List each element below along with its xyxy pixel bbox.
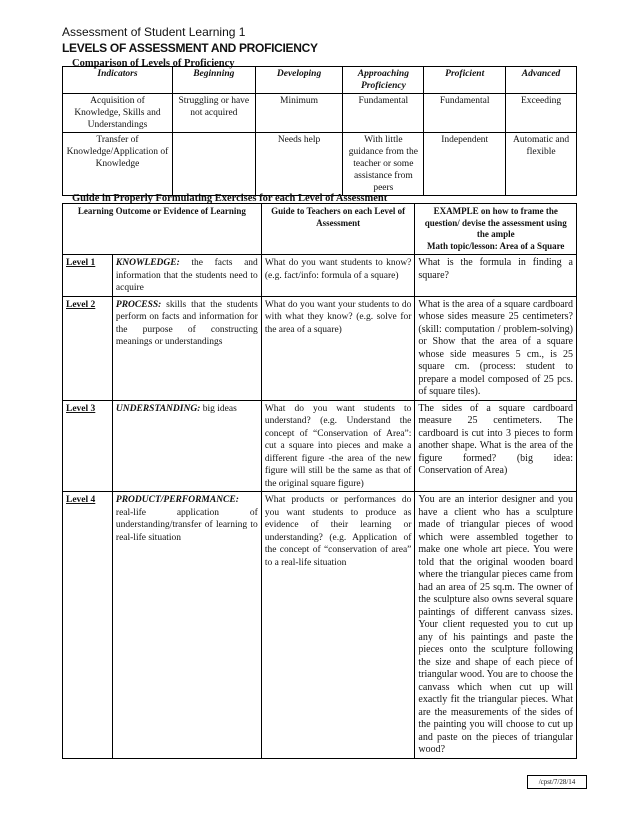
proficiency-comparison-table xyxy=(62,66,577,196)
outcome-cell xyxy=(112,400,261,492)
table-row xyxy=(63,94,577,133)
document-title: Assessment of Student Learning 1 xyxy=(62,25,246,39)
level-category: KNOWLEDGE: xyxy=(115,258,180,268)
example-cell: What is the formula in finding a square? xyxy=(415,255,577,297)
table-cell: Automatic and flexible xyxy=(506,133,577,196)
level-category: PRODUCT/PERFORMANCE: xyxy=(115,495,239,505)
level-description: the facts and information that the students need to acquire xyxy=(115,258,258,293)
document-subtitle: LEVELS OF ASSESSMENT AND PROFICIENCY xyxy=(62,41,318,55)
table-row xyxy=(63,296,577,400)
table-cell: Acquisition of Knowledge, Skills and Understandings xyxy=(63,94,173,133)
column-header: Approaching Proficiency xyxy=(343,67,424,94)
table-cell: Fundamental xyxy=(343,94,424,133)
table-cell: With little guidance from the teacher or some assistance from peers xyxy=(343,133,424,196)
example-cell: What is the area of a square cardboard whose sides measure 25 centimeters? (skill: computation / problem-solving) or Show that the area of a square whose side measures 5 cm., is 25 square cm. (process: student to prepare a model composed of 25 pcs. of square tiles). xyxy=(415,296,577,400)
example-cell: You are an interior designer and you have a client who has a sculpture made of triangular pieces of wood which were assembled together to make one whole art piece. You were told that the original wooden board where the triangular pieces came from had an area of 25 sq.m. The owner of the sculpture also owns several square paintings of different canvass sizes. Your client requested you to cut up any of his paintings and paste the pieces onto the sculpture following the size and shape of each piece of triangular wood. You are to choose the canvass which when cut up will exactly fit the triangular pieces. What are the measurements of the sides of the painting you will choose to cut up and paste on the pieces of triangular wood? xyxy=(415,492,577,759)
example-header-text: EXAMPLE on how to frame the question/ devise the assessment using the ample xyxy=(424,206,567,239)
table-cell: Minimum xyxy=(255,94,343,133)
level-category: UNDERSTANDING: xyxy=(115,403,201,414)
footer-code: /cpst/7/28/14 xyxy=(527,775,587,789)
column-header: Developing xyxy=(255,67,343,94)
table-row xyxy=(63,133,577,196)
level-label: Level 2 xyxy=(63,296,113,400)
table-header-row xyxy=(63,67,577,94)
column-header: Advanced xyxy=(506,67,577,94)
table-header-row xyxy=(63,204,577,255)
table-cell: Exceeding xyxy=(506,94,577,133)
outcome-header: Learning Outcome or Evidence of Learning xyxy=(63,204,262,255)
level-label: Level 3 xyxy=(63,400,113,492)
table-row xyxy=(63,492,577,759)
table-row xyxy=(63,400,577,492)
level-label: Level 1 xyxy=(63,255,113,297)
guide-caption: Guide in Properly Formulating Exercises for each Level of Assessment xyxy=(72,193,388,204)
teacher-guide-cell: What do you want students to understand? (e.g. Understand the concept of “Conservation of Area”: cut a square into pieces and make a different figure -the area of the new figure will still be the same as that of the original square figure) xyxy=(261,400,415,492)
table-cell: Independent xyxy=(424,133,506,196)
teacher-guide-cell: What products or performances do you want students to produce as evidence of their learning or understanding? (e.g. Application of the concept of “conservation of area” to a real-life situation xyxy=(261,492,415,759)
level-description: big ideas xyxy=(202,403,237,414)
table-row xyxy=(63,255,577,297)
outcome-cell xyxy=(112,255,261,297)
column-header: Indicators xyxy=(63,67,173,94)
level-description: real-life application of understanding/transfer of learning to real-life situation xyxy=(115,507,258,543)
table-cell: Transfer of Knowledge/Application of Knowledge xyxy=(63,133,173,196)
level-description: skills that the students perform on facts and information for the purpose of constructing meanings or understandings xyxy=(115,299,258,347)
teacher-guide-cell: What do you want your students to do with what they know? (e.g. solve for the area of a square) xyxy=(261,296,415,400)
outcome-cell xyxy=(112,296,261,400)
level-category: PROCESS: xyxy=(115,299,162,310)
example-header-topic: Math topic/lesson: Area of a Square xyxy=(426,240,565,251)
column-header: Beginning xyxy=(172,67,255,94)
level-label: Level 4 xyxy=(63,492,113,759)
teachers-guide-header: Guide to Teachers on each Level of Assessment xyxy=(261,204,415,255)
column-header: Proficient xyxy=(424,67,506,94)
table-cell: Struggling or have not acquired xyxy=(172,94,255,133)
example-header xyxy=(415,204,577,255)
outcome-cell xyxy=(112,492,261,759)
assessment-guide-table xyxy=(62,203,577,759)
example-cell: The sides of a square cardboard measure 25 centimeters. The cardboard is cut into 3 pieces to form another shape. What is the area of the figure formed? (big idea: Conservation of Area) xyxy=(415,400,577,492)
table-cell xyxy=(172,133,255,196)
comparison-caption: Comparison of Levels of Proficiency xyxy=(72,58,235,69)
table-cell: Needs help xyxy=(255,133,343,196)
teacher-guide-cell: What do you want students to know? (e.g. fact/info: formula of a square) xyxy=(261,255,415,297)
table-cell: Fundamental xyxy=(424,94,506,133)
